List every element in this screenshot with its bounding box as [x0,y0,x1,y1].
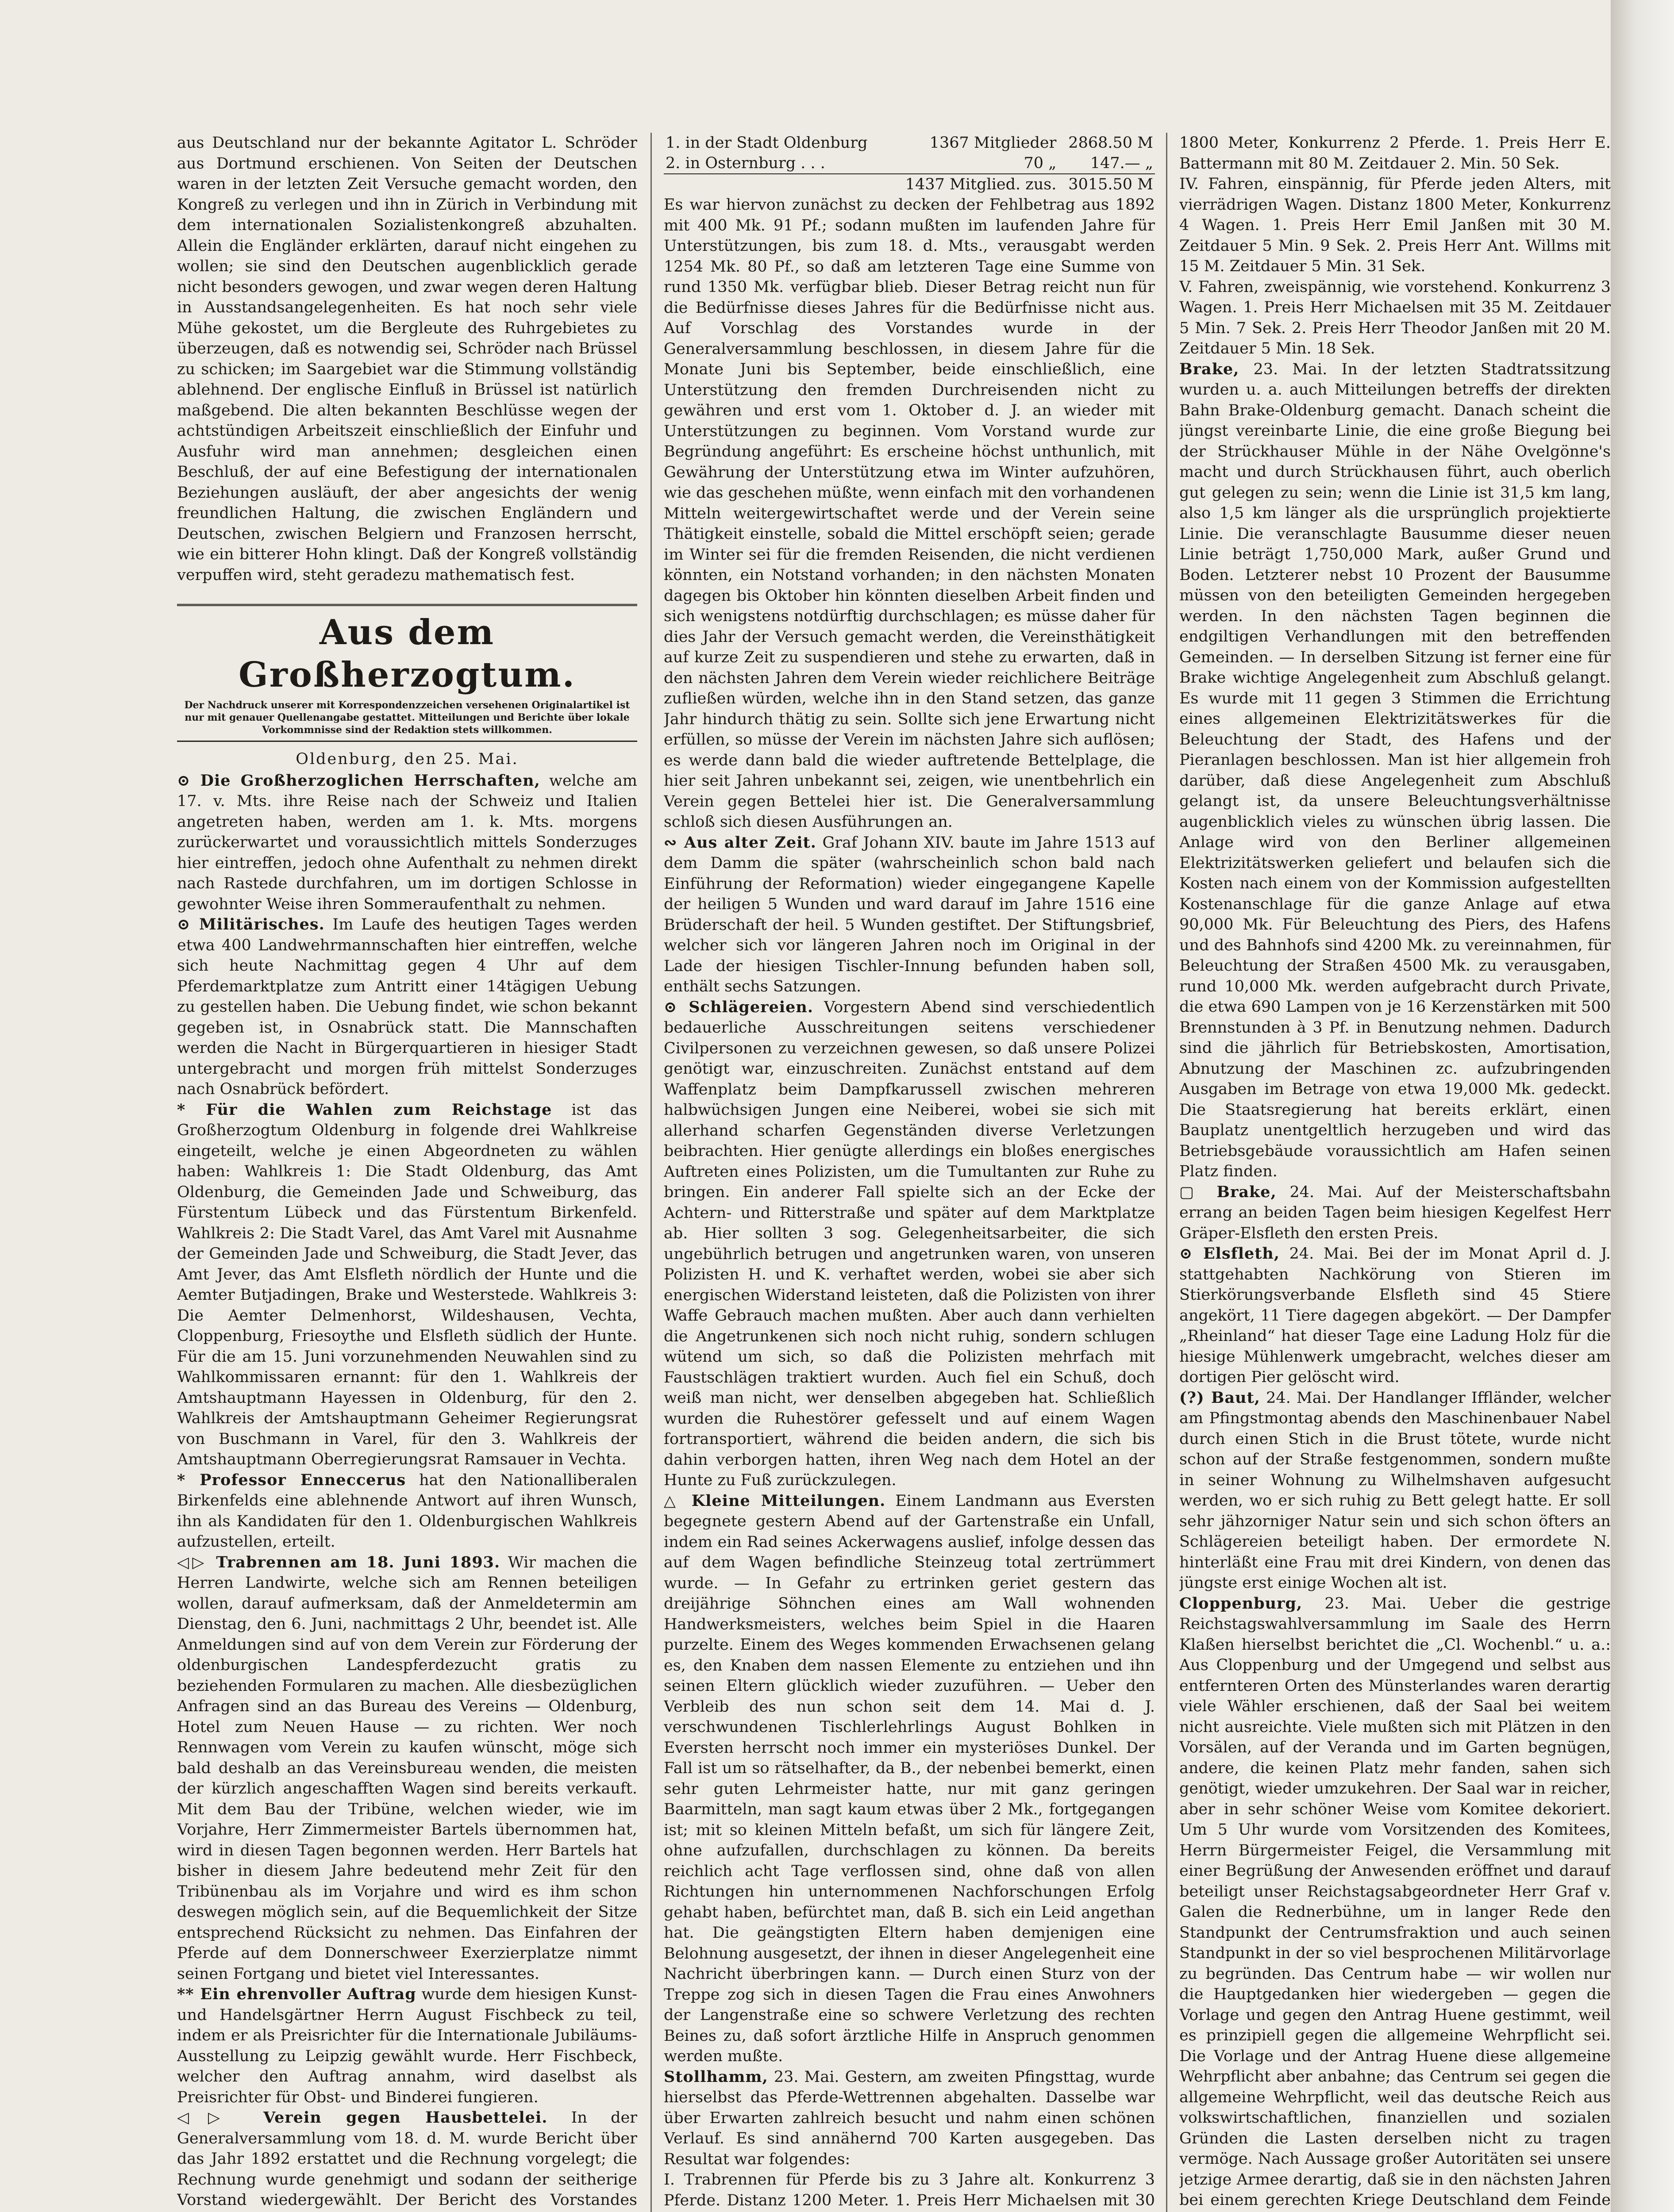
news-item [664,833,1155,997]
news-item-text: Im Laufe des heutigen Tages werden etwa 400 Landwehrmannschaften hier eintreffen, welche sich heute Nachmittag gegen 4 Uhr auf dem Pferdemarktplatze zum Antritt einer 14tägigen Uebung zu gestellen haben. Die Uebung findet, wie schon bekannt gegeben ist, in Osnabrück statt. Die Mannschaften werden die Nacht in Bürgerquartieren in hiesiger Stadt untergebracht und morgen früh mittelst Sonderzuges nach Osnabrück befördert. [177,916,637,1098]
member-table [664,133,1155,195]
race-result: V. Fahren, zweispännig, wie vorstehend. Konkurrenz 3 Wagen. 1. Preis Herr Michaelsen mit 35 M. Zeitdauer 5 Min. 7 Sek. 2. Preis Herr Theodor Janßen mit 20 M. Zeitdauer 5 Min. 18 Sek. [1179,278,1611,357]
race-result: IV. Fahren, einspännig, für Pferde jeden Alters, mit vierrädrigen Wagen. Distanz 1800 Meter, Konkurrenz 4 Wagen. 1. Preis Herr Emil Janßen mit 30 M. Zeitdauer 5 Min. 9 Sek. 2. Preis Herr Ant. Willms mit 15 M. Zeitdauer 5 Min. 31 Sek. [1179,175,1611,275]
table-cell: 2868.50 M [1068,134,1153,152]
table-total-row [664,174,1155,195]
news-item-heading: Brake, [1179,360,1239,378]
scan-margin [1611,0,1674,2212]
section-note: Der Nachdruck unserer mit Korrespondenzzeichen versehenen Originalartikel ist nur mit genauer Quellenangabe gestattet. Mitteilungen und Berichte über lokale Vorkommnisse sind der Redaktion stets willkommen. [184,699,630,736]
news-item-text: 24. Mai. Bei der im Monat April d. J. stattgehabten Nachkörung von Stieren im Stierkörungsverbande Elsfleth sind 45 Stiere angekört, 11 Tiere dagegen abgekört. — Der Dampfer „Rheinland“ hat dieser Tage eine Ladung Holz für die hiesige Mühlenwerk umgebracht, welches dieser am dortigen Pier gelöscht wird. [1179,1245,1611,1386]
news-item-text: ist das Großherzogtum Oldenburg in folgende drei Wahlkreise eingeteilt, welche je einen Abgeordneten zu wählen haben: Wahlkreis 1: Die Stadt Oldenburg, das Amt Oldenburg, die Gemeinden Jade und Schweiburg, das Fürstentum Lübeck und das Fürstentum Birkenfeld. Wahlkreis 2: Die Stadt Varel, das Amt Varel mit Ausnahme der Gemeinden Jade und Schweiburg, die Stadt Jever, das Amt Jever, das Amt Elsfleth nördlich der Hunte und die Aemter Butjadingen, Brake und Westerstede. Wahlkreis 3: Die Aemter Delmenhorst, Wildeshausen, Vechta, Cloppenburg, Friesoythe und Elsfleth südlich der Hunte. Für die am 15. Juni vorzunehmenden Neuwahlen sind zu Wahlkommissaren ernannt: für den 1. Wahlkreis der Amtshauptmann Hayessen in Oldenburg, für den 2. Wahlkreis der Amtshauptmann Geheimer Regierungsrat von Buschmann in Varel, für den 3. Wahlkreis der Amtshauptmann Oberregierungsrat Ramsauer in Vechta. [177,1101,637,1468]
news-item [1179,1594,1611,2212]
news-item [177,771,637,915]
news-item [177,914,637,1100]
news-item [177,1984,637,2108]
table-row [664,153,1155,174]
news-item-heading: * Für die Wahlen zum Reichstage [177,1100,552,1119]
news-item-text: Wir machen die Herren Landwirte, welche sich am Rennen beteiligen wollen, darauf aufmerksam, daß der Anmeldetermin am Dienstag, den 6. Juni, nachmittags 2 Uhr, beendet ist. Alle Anmeldungen sind auf von dem Verein zur Förderung der oldenburgischen Landespferdezucht gratis zu beziehenden Formularen zu machen. Alle diesbezüglichen Anfragen sind an das Bureau des Vereins — Oldenburg, Hotel zum Neuen Hause — zu richten. Wer noch Rennwagen vom Verein zu kaufen wünscht, möge sich bald deshalb an das Vereinsbureau wenden, die meisten der kürzlich angeschafften Wagen sind bereits verkauft. Mit dem Bau der Tribüne, welchen wieder, wie im Vorjahre, Herr Zimmermeister Bartels übernommen hat, wird in diesen Tagen begonnen werden. Herr Bartels hat bisher in diesem Jahre bedeutend mehr Zeit für den Tribünenbau als im Vorjahre und wird es ihm schon deswegen möglich sein, auf die Bequemlichkeit der Sitze entsprechend Rücksicht zu nehmen. Das Einfahren der Pferde auf dem Donnerschweer Exerzierplatze nimmt seinen Fortgang und bietet viel Interessantes. [177,1553,637,1983]
news-item-heading: △ Kleine Mitteilungen. [664,1491,886,1510]
news-item-text: 24. Mai. Auf der Meisterschaftsbahn errang an beiden Tagen beim hiesigen Kegelfest Herr Gräper-Elsfleth den ersten Preis. [1179,1183,1611,1242]
news-item-heading: Cloppenburg, [1179,1594,1303,1613]
news-item-heading: (?) Baut, [1179,1388,1260,1407]
news-item [1179,1182,1611,1244]
column-divider [650,133,652,2212]
news-item [177,1552,637,1985]
news-item-text: Vorgestern Abend sind verschiedentlich bedauerliche Ausschreitungen seitens verschiedener Civilpersonen zu verzeichnen gewesen, so daß unsere Polizei genötigt war, einzuschreiten. Zunächst entstand auf dem Waffenplatz beim Dampfkarussell zwischen mehreren halbwüchsigen Jungen eine Neiberei, wobei sie sich mit allerhand scharfen Gegenständen diverse Verletzungen beibrachten. Hier genügte allerdings ein bloßes energisches Auftreten eines Polizisten, um die Tumultanten zur Ruhe zu bringen. Ein anderer Fall spielte sich an der Ecke der Achtern- und Ritterstraße und später auf dem Marktplatze ab. Hier sollten 3 sog. Gelegenheitsarbeiter, die sich ungebührlich betrugen und angetrunken waren, von unseren Polizisten H. und K. verhaftet werden, wobei sie aber sich energischen Widerstand leisteten, daß die Polizisten von ihrer Waffe Gebrauch machen mußten. Aber auch dann verhielten die Angetrunkenen sich noch nicht ruhig, sondern schlugen wütend um sich, so daß die Polizisten mehrfach mit Faustschlägen traktiert wurden. Auch fiel ein Schuß, doch weiß man nicht, wer denselben abgegeben hat. Schließlich wurden die Ruhestörer gefesselt und auf einem Wagen fortransportiert, während die beiden andern, die sich bis dahin verborgen hatten, ihren Weg nach dem Hotel an der Hunte zu Fuß zurückzulegen. [664,998,1155,1489]
news-item [1179,1244,1611,1388]
news-item-text: 23. Mai. Gestern, am zweiten Pfingsttag, wurde hierselbst das Pferde-Wettrennen abgehalten. Dasselbe war über Erwarten zahlreich besucht und nahm einen schönen Verlauf. Es sind annähernd 700 Karten ausgegeben. Das Resultat war folgendes: [664,2068,1155,2168]
section-title: Aus dem Großherzogtum. [239,612,576,695]
dateline: Oldenburg, den 25. Mai. [296,750,519,768]
section-header [177,604,637,742]
news-item-heading: * Professor Enneccerus [177,1471,406,1489]
news-item-heading: ⊙ Schlägereien. [664,998,814,1016]
column-1 [177,133,637,2212]
news-item [664,997,1155,1491]
news-item-heading: ◁▷ Trabrennen am 18. Juni 1893. [177,1553,500,1571]
news-item-text: Es war hiervon zunächst zu decken der Fehlbetrag aus 1892 mit 400 Mk. 91 Pf.; sodann mußten im laufenden Jahre für Unterstützungen, bis zum 18. d. Mts., verausgabt werden 1254 Mk. 80 Pf., so daß am letzteren Tage eine Summe von rund 1350 Mk. verfügbar blieb. Dieser Betrag reicht nun für die Bedürfnisse dieses Jahres für die Bedürfnisse nicht aus. Auf Vorschlag des Vorstandes wurde in der Generalversammlung beschlossen, in diesem Jahre für die Monate Juni bis September, beide einschließlich, eine Unterstützung den fremden Durchreisenden nicht zu gewähren und erst vom 1. Oktober d. J. an wieder mit Unterstützungen zu beginnen. Vom Vorstand wurde zur Begründung angeführt: Es erscheine höchst unthunlich, mit Gewährung der Unterstützung etwa im Winter aufzuhören, wie das geschehen müßte, wenn einfach mit den vorhandenen Mitteln weitergewirtschaftet werde und der Verein seine Thätigkeit einstelle, sobald die Mittel erschöpft seien; gerade im Winter sei für die fremden Reisenden, die nicht verdienen könnten, ein Notstand vorhanden; in den nächsten Monaten dagegen bis Oktober hin könnten dieselben Arbeit finden und sich wenigstens notdürftig durchschlagen; es müsse daher für dies Jahr der Versuch gemacht werden, die Vereinsthätigkeit auf kurze Zeit zu suspendieren und stehe zu erwarten, daß in den nächsten Jahren dem Verein wieder reichlichere Beiträge zufließen würden, welche ihn in den Stand setzen, das ganze Jahr hindurch thätig zu sein. Sollte sich jene Erwartung nicht erfüllen, so müsse der Verein im nächsten Jahre sich auflösen; es werde dann bald die wieder auftretende Bettelplage, die hier seit Jahren unbekannt sei, zeigen, wie unentbehrlich ein Verein gegen Bettelei hier ist. Die Generalversammlung schloß sich diesen Ausführungen an. [664,196,1155,831]
news-item-heading: ◁▷ Verein gegen Hausbettelei. [177,2108,548,2127]
news-item [1179,359,1611,1182]
news-item-text: hat den Nationalliberalen Birkenfelds eine ablehnende Antwort auf ihren Wunsch, ihn als Kandidaten für den 1. Oldenburgischen Wahlkreis aufzustellen, erteilt. [177,1471,637,1551]
table-cell: 147.— „ [1090,154,1153,172]
news-item-heading: ⊙ Die Großherzoglichen Herrschaften, [177,771,540,790]
table-cell: 3015.50 M [1058,174,1155,195]
table-cell: 1367 Mitglieder [929,134,1057,152]
news-item [1179,1388,1611,1594]
table-cell: 2. in Osternburg . . . [666,154,825,172]
race-result: 1800 Meter, Konkurrenz 2 Pferde. 1. Preis Herr E. Battermann mit 80 M. Zeitdauer 2. Min. 50 Sek. [1179,134,1611,173]
news-item-text: Graf Johann XIV. baute im Jahre 1513 auf dem Damm die später (wahrscheinlich schon bald nach Einführung der Reformation) wieder eingegangene Kapelle der heiligen 5 Wunden und ward darauf im Jahre 1516 eine Brüderschaft der heil. 5 Wunden gestiftet. Der Stiftungsbrief, welcher sich vor längeren Jahren noch im Original in der Lade der hiesigen Tischler-Innung befunden haben soll, enthält sechs Satzungen. [664,833,1155,995]
column-3 [1179,133,1611,2212]
table-cell: 1. in der Stadt Oldenburg [666,134,868,152]
news-item-heading: ** Ein ehrenvoller Auftrag [177,1985,416,2003]
table-cell: 70 „ [1024,154,1057,172]
news-item-text: wurde dem hiesigen Kunst- und Handelsgärtner Herrn August Fischbeck zu teil, indem er als Preisrichter für die Internationale Jubiläums-Ausstellung zu Leipzig gewählt wurde. Herr Fischbeck, welcher den Auftrag annahm, wird daselbst als Preisrichter für Obst- und Binderei fungieren. [177,1985,637,2106]
table-row [664,133,1155,153]
news-item-text: In der Generalversammlung vom 18. d. M. wurde Bericht über das Jahr 1892 erstattet und die Rechnung vorgelegt; die Rechnung wurde genehmigt und sodann der seitherige Vorstand wiedergewählt. Der Bericht des Vorstandes [177,2109,637,2209]
news-item-heading: ▢ Brake, [1179,1183,1277,1201]
column-divider [1166,133,1167,2212]
article-continuation: aus Deutschland nur der bekannte Agitator L. Schröder aus Dortmund erschienen. Von Seiten der Deutschen waren in der letzten Zeit Versuche gemacht worden, den Kongreß zu verlegen und ihn in Zürich in Verbindung mit dem internationalen Sozialistenkongreß abzuhalten. Allein die Engländer erklärten, darauf nicht eingehen zu wollen; sie sind den Deutschen augenblicklich gerade nicht besonders gewogen, und zwar wegen deren Haltung in Ausstandsangelegenheiten. Es hat noch sehr viele Mühe gekostet, um die Bergleute des Ruhrgebietes zu überzeugen, daß es notwendig sei, Schröder nach Brüssel zu schicken; im Saargebiet war die Stimmung vollständig ablehnend. Der englische Einfluß in Brüssel ist natürlich maßgebend. Die alten bekannten Beschlüsse wegen der achtstündigen Arbeitszeit einschließlich der Einfuhr und Ausfuhr wird man annehmen; desgleichen einen Beschluß, der auf eine Befestigung der internationalen Beziehungen ausläuft, der aber angesichts der wenig freundlichen Haltung, die zwischen Engländern und Deutschen, zwischen Belgiern und Franzosen herrscht, wie ein bitterer Hohn klingt. Daß der Kongreß vollständig verpuffen wird, steht geradezu mathematisch fest. [177,134,637,584]
news-item [664,2067,1155,2170]
news-item-text: 24. Mai. Der Handlanger Iffländer, welcher am Pfingstmontag abends den Maschinenbauer Nabel durch einen Stich in die Brust tötete, wurde nicht schon auf der Straße festgenommen, sondern mußte in seiner Wohnung zu Wilhelmshaven aufgesucht werden, wo er sich ruhig zu Bett gelegt hatte. Er soll sehr jähzorniger Natur sein und sich schon öfters an Schlägereien beteiligt haben. Der ermordete N. hinterläßt eine Frau mit drei Kindern, von denen das jüngste erst einige Wochen alt ist. [1179,1389,1611,1592]
table-cell: 1437 Mitglied. zus. [889,174,1058,195]
news-item-text: Einem Landmann aus Eversten begegnete gestern Abend auf der Gartenstraße ein Unfall, indem ein Rad seines Ackerwagens auslief, infolge dessen das auf dem Wagen befindliche Steinzeug total zertrümmert wurde. — In Gefahr zu ertrinken geriet gestern das dreijährige Söhnchen eines am Wall wohnenden Handwerksmeisters, welches beim Spiel in die Haaren purzelte. Einem des Weges kommenden Erwachsenen gelang es, den Knaben dem nassen Elemente zu entziehen und ihn seinen Eltern glücklich wieder zuzuführen. — Ueber den Verbleib des nun schon seit dem 14. Mai d. J. verschwundenen Tischlerlehrlings August Bohlken in Eversten herrscht noch immer ein mysteriöses Dunkel. Der Fall ist um so rätselhafter, da B., der nebenbei bemerkt, einen sehr guten Lehrmeister hatte, nur mit ganz geringen Baarmitteln, man sagt kaum etwas über 2 Mk., fortgegangen ist; mit so kleinen Mitteln befaßt, um sich für längere Zeit, ohne aufzufallen, durchschlagen zu können. Da bereits reichlich acht Tage verflossen sind, ohne daß von allen Richtungen hin unternommenen Nachforschungen Erfolg gehabt haben, befürchtet man, daß B. sich ein Leid angethan hat. Die geängstigten Eltern haben demjenigen eine Belohnung ausgesetzt, der ihnen in dieser Angelegenheit eine Nachricht überbringen kann. — Durch einen Sturz von der Treppe zog sich in diesen Tagen die Frau eines Anwohners der Langenstraße eine so schwere Verletzung des rechten Beines zu, daß sofort ärztliche Hilfe in Anspruch genommen werden mußte. [664,1492,1155,2065]
race-result: I. Trabrennen für Pferde bis zu 3 Jahre alt. Konkurrenz 3 Pferde. Distanz 1200 Meter. 1. Preis Herr Michaelsen mit 30 [664,2171,1155,2209]
news-item [177,2108,637,2212]
news-item-heading: Stollhamm, [664,2067,768,2086]
news-item-text: 23. Mai. Ueber die gestrige Reichstagswahlversammlung im Saale des Herrn Klaßen hierselbst berichtet die „Cl. Wochenbl.“ u. a.: Aus Cloppenburg und der Umgegend und selbst aus entfernteren Orten des Münsterlandes waren derartig viele Wähler erschienen, daß der Saal bei weitem nicht ausreichte. Viele mußten sich mit Plätzen in den Vorsälen, auf der Veranda und im Garten begnügen, andere, die keinen Platz mehr fanden, sahen sich genötigt, wieder umzukehren. Der Saal war in reicher, aber in sehr schöner Weise vom Komitee dekoriert. Um 5 Uhr wurde vom Vorsitzenden des Komitees, Herrn Bürgermeister Feigel, die Versammlung mit einer Begrüßung der Anwesenden eröffnet und darauf beteiligt unser Reichstagsabgeordneter Herr Graf v. Galen die Rednerbühne, um in langer Rede den Standpunkt der Centrumsfraktion und auch seinen Standpunkt in der so viel besprochenen Militärvorlage zu begründen. Das Centrum habe — wir wollen nur die Hauptgedanken hier wiedergeben — gegen die Vorlage und gegen den Antrag Huene gestimmt, weil es prinzipiell gegen die allgemeine Wehrpflicht sei. Die Vorlage und der Antrag Huene diese allgemeine Wehrpflicht aber anbahne; das Centrum sei gegen die allgemeine Wehrpflicht, weil das deutsche Reich aus volkswirtschaftlichen, finanziellen und sozialen Gründen die Lasten derselben nicht zu tragen vermöge. Nach Aussage großer Autoritäten sei unsere jetzige Armee derartig, daß sie in den nächsten Jahren bei einem gerechten Kriege Deutschland dem Feinde [1179,1594,1611,2209]
column-2 [664,133,1155,2212]
news-item-text: 23. Mai. In der letzten Stadtratssitzung wurden u. a. auch Mitteilungen betreffs der direkten Bahn Brake-Oldenburg gemacht. Danach scheint die jüngst vereinbarte Linie, die eine große Biegung bei der Strückhauser Mühle in der Nähe Ovelgönne's macht und durch Strückhausen führt, auch oberlich gut gelegen zu sein; wenn die Linie ist 31,5 km lang, also 1,5 km länger als die ursprünglich projektierte Linie. Die veranschlagte Bausumme dieser neuen Linie beträgt 1,750,000 Mark, außer Grund und Boden. Letzterer nebst 10 Prozent der Bausumme müssen von den beteiligten Gemeinden hergegeben werden. In den nächsten Tagen beginnen die endgiltigen Verhandlungen mit den betreffenden Gemeinden. — In derselben Sitzung ist ferner eine für Brake wichtige Angelegenheit zum Abschluß gelangt. Es wurde mit 11 gegen 3 Stimmen die Errichtung eines allgemeinen Elektrizitätswerkes für die Beleuchtung der Stadt, des Hafens und der Pieranlagen beschlossen. Man ist hier allgemein froh darüber, daß diese Angelegenheit zum Abschluß gelangt ist, da unsere Beleuchtungsverhältnisse augenblicklich vieles zu wünschen übrig lassen. Die Anlage wird von den Berliner allgemeinen Elektrizitätswerken geliefert und belaufen sich die Kosten nach einem von der Kommission aufgestellten Kostenanschlage für die ganze Anlage auf etwa 90,000 Mk. Für Beleuchtung des Piers, des Hafens und des Bahnhofs sind 4200 Mk. zu vereinnahmen, für Beleuchtung der Straßen 4500 Mk. zu verausgaben, rund 10,000 Mk. werden aufgebracht durch Private, die etwa 690 Lampen von je 16 Kerzenstärken mit 500 Brennstunden à 3 Pf. in Benutzung nehmen. Dadurch sind die jährlich für Betriebskosten, Amortisation, Abnutzung der Maschinen zc. aufzubringenden Ausgaben im Betrage von etwa 19,000 Mk. gedeckt. Die Staatsregierung hat bereits erklärt, einen Bauplatz unentgeltlich herzugeben und wird das Betriebsgebäude voraussichtlich am Hafen seinen Platz finden. [1179,360,1611,1180]
news-item [177,1100,637,1470]
news-item-heading: ⊙ Militärisches. [177,915,325,933]
news-item-heading: ⊙ Elsfleth, [1179,1244,1280,1263]
news-item-heading: ∾ Aus alter Zeit. [664,833,816,852]
news-item [177,1470,637,1552]
news-item [664,1491,1155,2067]
news-item-text: welche am 17. v. Mts. ihre Reise nach der Schweiz und Italien angetreten haben, werden am 1. k. Mts. morgens zurückerwartet und voraussichtlich mittels Sonderzuges hier eintreffen, jedoch ohne Aufenthalt zu nehmen direkt nach Rastede durchfahren, um im dortigen Schlosse in gewohnter Weise ihren Sommeraufenthalt zu nehmen. [177,772,637,913]
